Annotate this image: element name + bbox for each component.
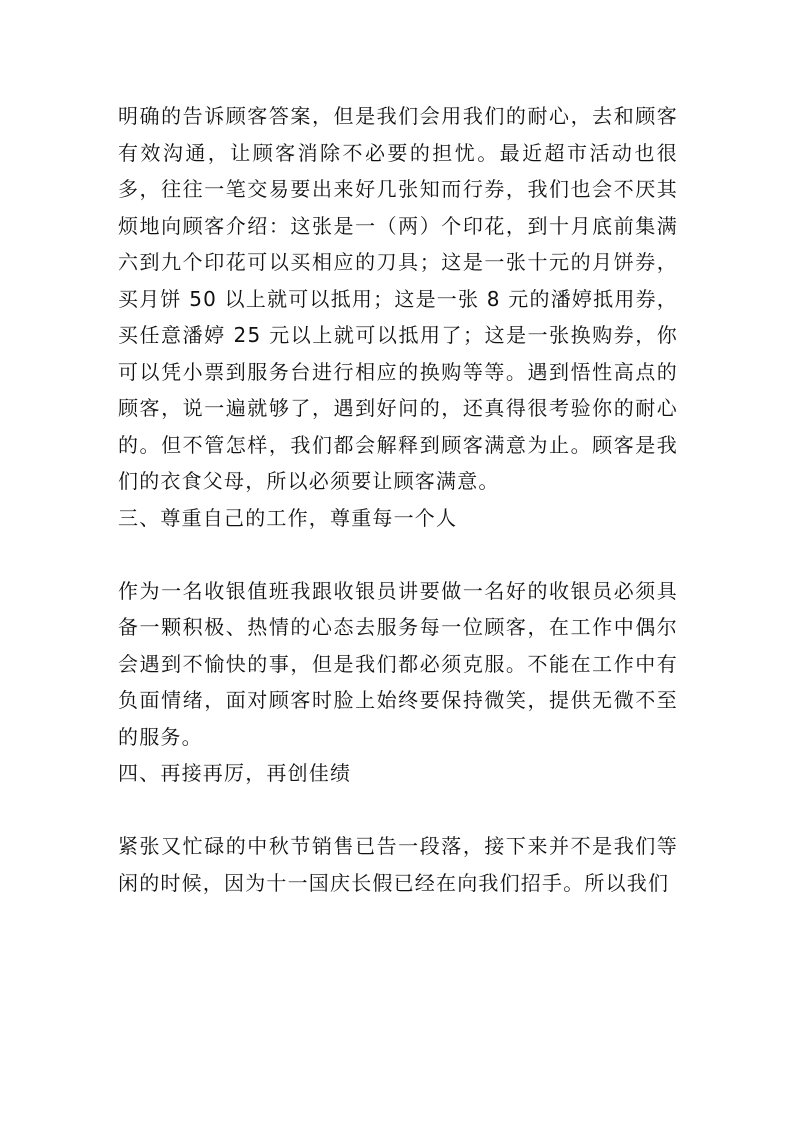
paragraph-customer-patience: 明确的告诉顾客答案，但是我们会用我们的耐心，去和顾客有效沟通，让顾客消除不必要的担忧。最近超市活动也很多，往往一笔交易要出来好几张知而行券，我们也会不厌其烦地向顾客介绍：这张是一（两）个印花，到十月底前集满六到九个印花可以买相应的刀具；这是一张十元的月饼券，买月饼 50 以上就可以抵用；这是一张 8 元的潘婷抵用券，买任意潘婷 25 元以上就可以抵用了；这是一张换购券，你可以凭小票到服务台进行相应的换购等等。遇到悟性高点的顾客，说一遍就够了，遇到好问的，还真得很考验你的耐心的。但不管怎样，我们都会解释到顾客满意为止。顾客是我们的衣食父母，所以必须要让顾客满意。 (118, 104, 678, 493)
blank-line (118, 792, 678, 829)
paragraph-national-day: 紧张又忙碌的中秋节销售已告一段落，接下来并不是我们等闲的时候，因为十一国庆长假已经在向我们招手。所以我们 (118, 834, 678, 895)
blank-line (118, 536, 678, 573)
section-heading-respect-work: 三、尊重自己的工作，尊重每一个人 (118, 505, 458, 530)
paragraph-cashier-attitude: 作为一名收银值班我跟收银员讲要做一名好的收银员必须具备一颗积极、热情的心态去服务每一位顾客，在工作中偶尔会遇到不愉快的事，但是我们都必须克服。不能在工作中有负面情绪，面对顾客时脸上始终要保持微笑，提供无微不至的服务。 (118, 578, 678, 749)
document-body (118, 98, 678, 901)
section-heading-keep-going: 四、再接再厉，再创佳绩 (118, 761, 352, 785)
